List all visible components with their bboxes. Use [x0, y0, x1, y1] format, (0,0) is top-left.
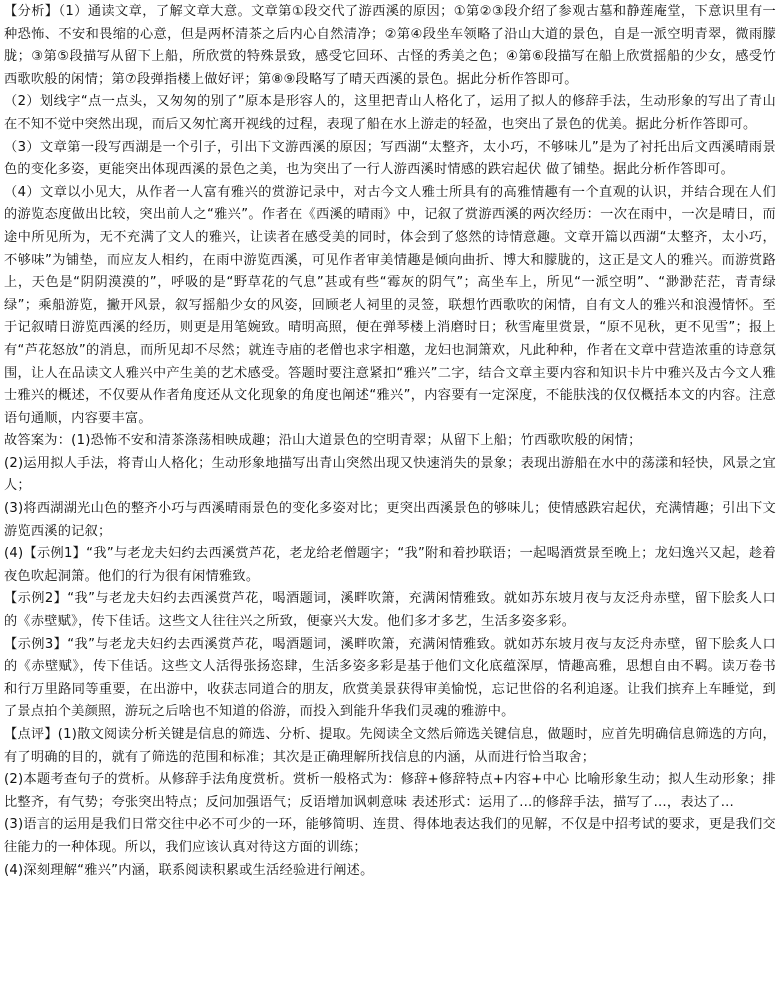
answer-3: (3)将西湖湖光山色的整齐小巧与西溪晴雨景色的变化多姿对比；更突出西溪景色的够味儿；使情感跌宕起伏，充满情趣；引出下文游览西溪的记叙； [4, 501, 776, 539]
comment-4: (4)深刻理解“雅兴”内涵，联系阅读积累或生活经验进行阐述。 [4, 862, 374, 878]
answer-2: (2)运用拟人手法，将青山人格化；生动形象地描写出青山突然出现又快速消失的景象；表现出游船在水中的荡漾和轻快，风景之宜人； [4, 455, 776, 494]
comment-3: (3)语言的运用是我们日常交往中必不可少的一环，能够简明、连贯、得体地表达我们的见解，不仅是中招考试的要求，更是我们交往能力的一种体现。所以，我们应该认真对待这方面的训练； [4, 817, 776, 855]
analysis-part-4: （4）文章以小见大，从作者一人富有雅兴的赏游记录中，对古今文人雅士所具有的高雅情趣有一个直观的认识，并结合现在人们的游览态度做出比较，突出前人之“雅兴”。作者在《西溪的晴雨》中，记叙了赏游西溪的两次经历：一次在雨中，一次是晴日，而途中所见所为，无不充满了文人的雅兴，让读者在感受美的同时，体会到了悠然的诗情意趣。文章开篇以西湖“太整齐，太小巧，不够味”为铺垫，而应友人相约，在雨中游览西溪，可见作者审美情趣是倾向曲折、博大和朦胧的，这正是文人的雅兴。而游赏路上，天色是“阴阴漠漠的”，呼吸的是“野草花的气息”甚或有些“霉灰的阴气”；高坐车上，所见“一派空明”、“渺渺茫茫，青青绿绿”；乘船游览，撇开风景，叙写摇船少女的风姿，回顾老人祠里的灵签，联想竹西歌吹的闲情，自有文人的雅兴和浪漫情怀。至于记叙晴日游览西溪的经历，则更是用笔婉致。晴明高照，便在弹琴楼上消磨时日；秋雪庵里赏景，“原不见秋，更不见雪”；报上有“芦花怒放”的消息，而所见却不尽然；就连寺庙的老僧也求字相邀，龙妇也洞箫欢，凡此种种，作者在文章中营造浓重的诗意氛围，让人在品读文人雅兴中产生美的艺术感受。答题时要注意紧扣“雅兴”二字，结合文章主要内容和知识卡片中雅兴及古今文人雅士雅兴的概述，不仅要从作者角度还从文化现象的角度也阐述“雅兴”，内容要有一定深度，不能肤浅的仅仅概括本文的内容。注意语句通顺，内容要丰富。 [4, 184, 776, 426]
comment-1: 【点评】(1)散文阅读分析关键是信息的筛选、分析、提取。先阅读全文然后筛选关键信息，做题时，应首先明确信息筛选的方向，有了明确的目的，就有了筛选的范围和标准；其次是正确理解所找信息的内涵，从而进行恰当取舍； [4, 727, 776, 765]
comment-2: (2)本题考查句子的赏析。从修辞手法角度赏析。赏析一般格式为：修辞+修辞特点+内容+中心 比喻形象生动；拟人生动形象；排比整齐，有气势；夸张突出特点；反问加强语气；反语增加讽刺意味 表述形式：运用了…的修辞手法，描写了…，表达了… [4, 772, 776, 810]
answer-1: 故答案为：(1)恐怖不安和清茶涤荡相映成趣；沿山大道景色的空明青翠；从留下上船；竹西歌吹般的闲情； [4, 433, 642, 449]
answer-4-example-1: (4)【示例1】“我”与老龙夫妇约去西溪赏芦花，老龙给老僧题字；“我”附和着抄联语；一起喝酒赏景至晚上；龙妇逸兴又起，趁着夜色吹起洞箫。他们的行为很有闲情雅致。 [4, 546, 776, 584]
analysis-part-2: （2）划线字“点一点头，又匆匆的别了”原本是形容人的，这里把青山人格化了，运用了拟人的修辞手法，生动形象的写出了青山在不知不觉中突然出现，而后又匆忙离开视线的过程，表现了船在水上游走的轻盈，也突出了景色的优美。据此分析作答即可。 [4, 94, 776, 132]
answer-4-example-2: 【示例2】“我”与老龙夫妇约去西溪赏芦花，喝酒题词，溪畔吹箫，充满闲情雅致。就如苏东坡月夜与友泛舟赤壁，留下脍炙人口的《赤壁赋》，传下佳话。这些文人往往兴之所致，便豪兴大发。他们多才多艺，生活多姿多彩。 [4, 591, 776, 630]
analysis-part-3: （3）文章第一段写西湖是一个引子，引出下文游西溪的原因；写西湖“太整齐，太小巧，不够味儿”是为了衬托出后文西溪晴雨景色的变化多姿，更能突出体现西溪的景色之美，也为突出了一行人游西溪时情感的跌宕起伏 做了铺垫。据此分析作答即可。 [4, 139, 776, 178]
answer-4-example-3: 【示例3】“我”与老龙夫妇约去西溪赏芦花，喝酒题词，溪畔吹箫，充满闲情雅致。就如苏东坡月夜与友泛舟赤壁，留下脍炙人口的《赤壁赋》，传下佳话。这些文人活得张扬恣肆，生活多姿多彩是基于他们文化底蕴深厚，情趣高雅，思想自由不羁。读万卷书和行万里路同等重要，在出游中，收获志同道合的朋友，欣赏美景获得审美愉悦，忘记世俗的名利追逐。让我们摈弃上车睡觉，到了景点拍个美颜照，游玩之后啥也不知道的俗游，而投入到能升华我们灵魂的雅游中。 [4, 636, 776, 720]
analysis-part-1: 【分析】（1）通读文章，了解文章大意。文章第①段交代了游西溪的原因；①第②③段介绍了参观古墓和静莲庵堂，下意识里有一种恐怖、不安和畏缩的心意，但是两杯清茶之后内心自然清净；②第④段坐车领略了沿山大道的景色，自是一派空明青翠，微雨朦胧；③第⑤段描写从留下上船，所欣赏的特殊景致，感受它回环、古怪的秀美之色；④第⑥段描写在船上欣赏摇船的少女，感受竹西歌吹般的闲情；第⑦段弹指楼上做好评；第⑧⑨段略写了晴天西溪的景色。据此分析作答即可。 [4, 4, 776, 87]
